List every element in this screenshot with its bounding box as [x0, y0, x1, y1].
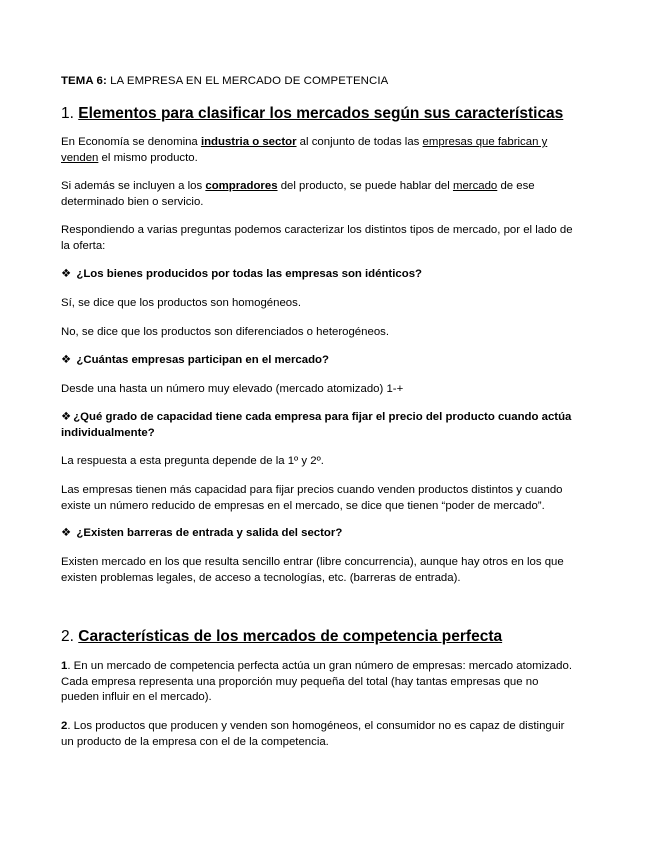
- text-line: . En un mercado de competencia perfecta actúa un gran número de empresas: mercado atomizado.: [67, 660, 572, 672]
- diamond-bullet-icon: ❖: [61, 268, 72, 280]
- answer-1-no: No, se dice que los productos son diferenciados o heterogéneos.: [61, 326, 390, 338]
- answer-4: [61, 555, 601, 586]
- underlined-empresas: empresas que fabrican y: [422, 136, 548, 148]
- section-1-heading: [61, 104, 601, 123]
- term-industria: industria o sector: [200, 136, 297, 148]
- paragraph-compradores: [61, 179, 601, 210]
- answer-2: Desde una hasta un número muy elevado (mercado atomizado) 1-+: [61, 383, 404, 395]
- diamond-bullet-icon: ❖: [61, 354, 72, 366]
- answer-3-depends: La respuesta a esta pregunta depende de la 1º y 2º.: [61, 455, 324, 467]
- text-line: Respondiendo a varias preguntas podemos caracterizar los distintos tipos de mercado, por el lado de: [61, 224, 573, 236]
- text-run: Si además se incluyen a los: [61, 180, 206, 192]
- text-line: . Los productos que producen y venden son homogéneos, el consumidor no es capaz de distinguir: [67, 720, 565, 732]
- section-1-title: Elementos para clasificar los mercados según sus características: [78, 105, 564, 122]
- section-1-number: 1.: [61, 105, 74, 122]
- answer-1-yes: Sí, se dice que los productos son homogéneos.: [61, 297, 301, 309]
- question-3-line: ¿Qué grado de capacidad tiene cada empresa para fijar el precio del producto cuando actúa: [73, 411, 572, 423]
- text-run: el mismo producto.: [98, 151, 198, 164]
- text-run: del producto, se puede hablar del: [277, 180, 453, 192]
- text-run: de ese: [497, 180, 535, 192]
- text-run: al conjunto de todas las: [296, 136, 423, 148]
- topic-title: LA EMPRESA EN EL MERCADO DE COMPETENCIA: [110, 75, 389, 87]
- list-number: 2: [61, 720, 68, 732]
- question-2-text: ¿Cuántas empresas participan en el mercado?: [76, 354, 329, 366]
- paragraph-industria: [61, 135, 601, 166]
- topic-heading: [61, 74, 601, 90]
- topic-label: TEMA 6:: [61, 75, 107, 87]
- paragraph-oferta: [61, 223, 601, 254]
- diamond-bullet-icon: ❖: [61, 527, 72, 539]
- text-line: un producto de la empresa con el de la competencia.: [61, 735, 329, 748]
- text-line: existen problemas legales, de acceso a tecnologías, etc. (barreras de entrada).: [61, 571, 461, 584]
- question-1-text: ¿Los bienes producidos por todas las empresas son idénticos?: [76, 268, 422, 280]
- question-3-line: individualmente?: [61, 426, 155, 439]
- question-1: [61, 267, 601, 283]
- term-compradores: compradores: [205, 180, 278, 192]
- text-line: pueden influir en el mercado).: [61, 691, 212, 703]
- underlined-mercado: mercado: [452, 180, 498, 192]
- list-number: 1: [61, 660, 68, 672]
- text-line: Cada empresa representa una proporción muy pequeña del total (hay tantas empresas que no: [61, 675, 539, 688]
- list-item-2: [61, 719, 601, 750]
- text-line: existe un número reducido de empresas en el mercado, se dice que tienen “poder de mercado”.: [61, 499, 545, 512]
- diamond-bullet-icon: ❖: [61, 411, 72, 423]
- question-2: [61, 353, 601, 369]
- answer-3-poder-mercado: [61, 483, 601, 514]
- section-2-title: Características de los mercados de competencia perfecta: [78, 628, 503, 645]
- text-line: Existen mercado en los que resulta sencillo entrar (libre concurrencia), aunque hay otros en los que: [61, 556, 564, 568]
- text-run: determinado bien o servicio.: [61, 195, 204, 208]
- section-2-number: 2.: [61, 628, 74, 645]
- text-run: En Economía se denomina: [61, 136, 201, 148]
- question-3: [61, 410, 601, 441]
- text-line: Las empresas tienen más capacidad para fijar precios cuando venden productos distintos y cuando: [61, 484, 563, 496]
- underlined-venden: venden: [61, 151, 99, 164]
- question-4-text: ¿Existen barreras de entrada y salida del sector?: [76, 527, 343, 539]
- text-line: la oferta:: [61, 239, 106, 252]
- section-2-heading: [61, 627, 601, 646]
- list-item-1: [61, 659, 601, 706]
- question-4: [61, 526, 601, 542]
